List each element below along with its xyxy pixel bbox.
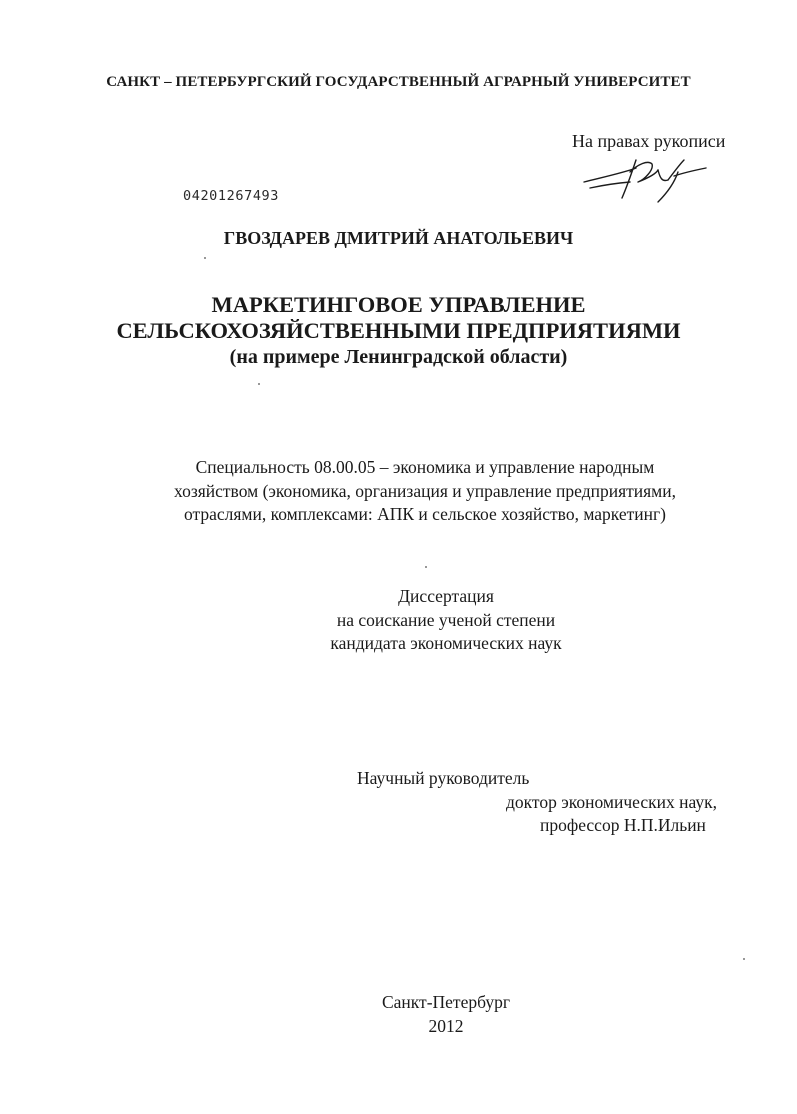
city: Санкт-Петербург — [381, 992, 511, 1012]
scan-speck — [204, 257, 206, 259]
manuscript-note: На правах рукописи — [572, 131, 726, 151]
supervisor-name: профессор Н.П.Ильин — [540, 815, 706, 835]
title-line-1: МАРКЕТИНГОВОЕ УПРАВЛЕНИЕ — [211, 292, 586, 317]
document-number: 04201267493 — [183, 188, 280, 204]
supervisor-degree: доктор экономических наук, — [506, 792, 717, 812]
scan-speck — [425, 566, 427, 568]
university-name: САНКТ – ПЕТЕРБУРГСКИЙ ГОСУДАРСТВЕННЫЙ АГРАРНЫЙ УНИВЕРСИТЕТ — [106, 74, 691, 90]
dissertation-block — [0, 585, 797, 656]
specialty-line-2: хозяйством (экономика, организация и управление предприятиями, — [173, 480, 676, 501]
dissertation-line-3: кандидата экономических наук — [330, 633, 562, 653]
place-and-year — [0, 991, 797, 1038]
signature-icon — [578, 150, 713, 208]
specialty-line-3: отраслями, комплексами: АПК и сельское хозяйство, маркетинг) — [183, 504, 667, 524]
scan-speck — [743, 958, 745, 960]
author-name: ГВОЗДАРЕВ ДМИТРИЙ АНАТОЛЬЕВИЧ — [223, 228, 574, 248]
dissertation-line-1: Диссертация — [398, 586, 494, 606]
year: 2012 — [428, 1015, 464, 1036]
specialty-line-1: Специальность 08.00.05 – экономика и управление народным — [195, 457, 655, 477]
specialty-block — [150, 456, 700, 527]
supervisor-label: Научный руководитель — [357, 768, 530, 788]
dissertation-title — [0, 292, 797, 370]
dissertation-line-2: на соискание ученой степени — [336, 609, 556, 630]
scan-speck — [258, 383, 260, 385]
title-line-3: (на примере Ленинградской области) — [229, 346, 568, 368]
title-line-2: СЕЛЬСКОХОЗЯЙСТВЕННЫМИ ПРЕДПРИЯТИЯМИ — [116, 318, 681, 343]
